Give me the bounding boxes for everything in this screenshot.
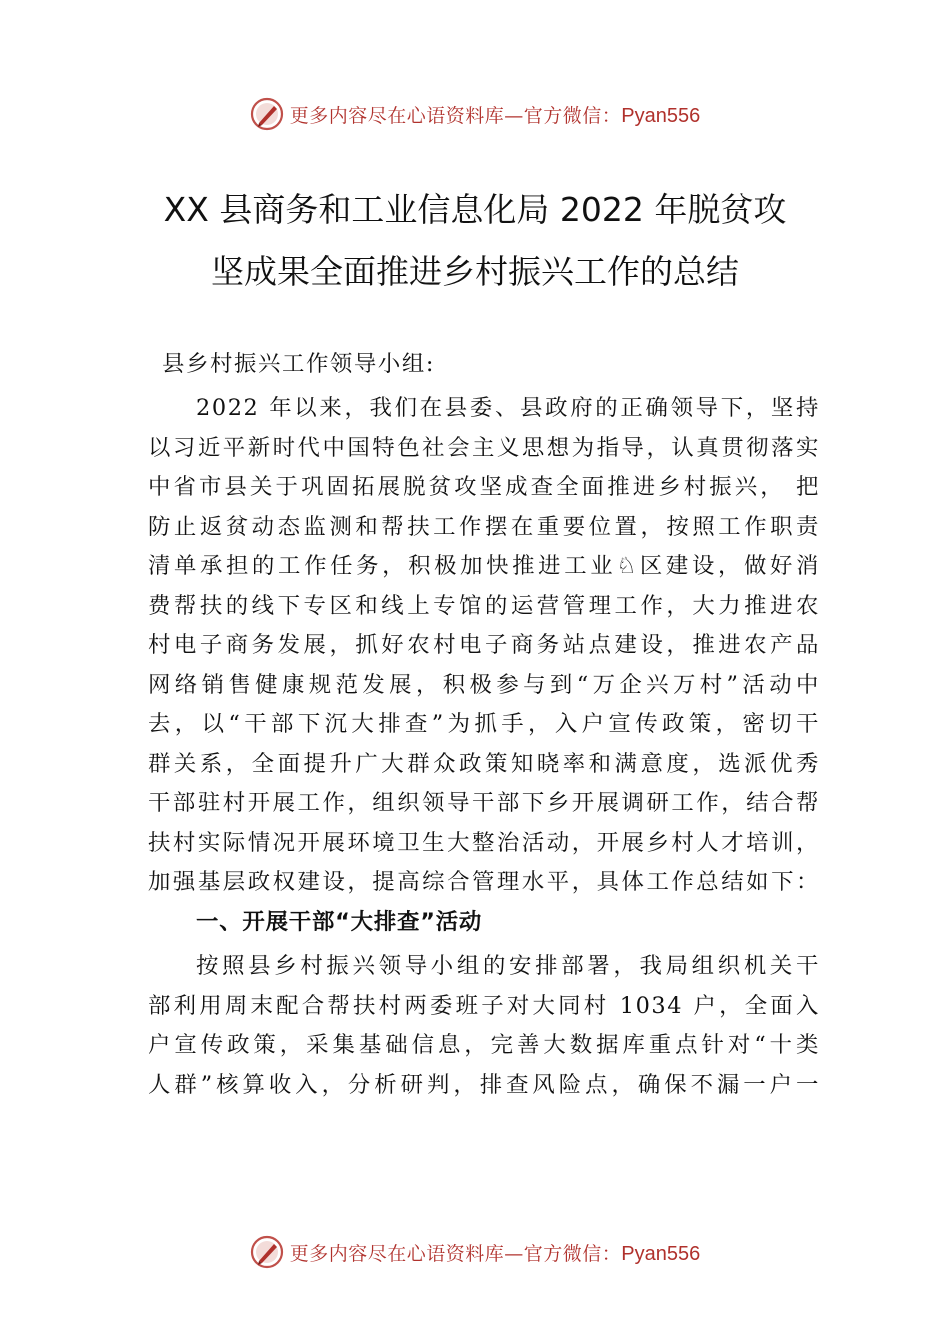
paragraph-2-line: 人群”核算收入，分析研判，排查风险点，确保不漏一户一: [148, 1072, 820, 1098]
paragraph-1-line: 清单承担的工作任务，积极加快推进工业♘区建设，做好消: [148, 553, 820, 579]
paragraph-1-line: 扶村实际情况开展环境卫生大整治活动，开展乡村人才培训，: [148, 830, 820, 856]
paragraph-1-line: 防止返贫动态监测和帮扶工作摆在重要位置，按照工作职责: [148, 514, 820, 540]
paragraph-2-line: 按照县乡村振兴领导小组的安排部署，我局组织机关干: [196, 953, 820, 979]
document-title-line-1: XX 县商务和工业信息化局 2022 年脱贫攻: [163, 190, 787, 229]
paragraph-1-line: 费帮扶的线下专区和线上专馆的运营管理工作，大力推进农: [148, 593, 820, 619]
paragraph-1-line: 加强基层政权建设，提高综合管理水平，具体工作总结如下：: [148, 869, 820, 895]
watermark-text: 更多内容尽在心语资料库—官方微信：Pyan556: [289, 1242, 701, 1265]
watermark-text: 更多内容尽在心语资料库—官方微信：Pyan556: [289, 104, 701, 127]
paragraph-1-line: 2022 年以来，我们在县委、县政府的正确领导下，坚持: [196, 395, 820, 421]
footer-watermark: [0, 1234, 950, 1270]
paragraph-2-line: 部利用周末配合帮扶村两委班子对大同村 1034 户，全面入: [148, 993, 820, 1019]
document-title-line-2: 坚成果全面推进乡村振兴工作的总结: [211, 252, 739, 291]
paragraph-1-line: 去，以“干部下沉大排查”为抓手，入户宣传政策，密切干: [148, 711, 820, 737]
paragraph-1-line: 中省市县关于巩固拓展脱贫攻坚成查全面推进乡村振兴， 把: [148, 474, 820, 500]
paragraph-1-line: 以习近平新时代中国特色社会主义思想为指导，认真贯彻落实: [148, 435, 820, 461]
paragraph-1-line: 网络销售健康规范发展，积极参与到“万企兴万村”活动中: [148, 672, 820, 698]
wechat-id: Pyan556: [621, 104, 701, 127]
paragraph-1-line: 群关系，全面提升广大群众政策知晓率和满意度，选派优秀: [148, 751, 820, 777]
pen-logo-icon: [250, 1235, 284, 1269]
paragraph-1-line: 干部驻村开展工作，组织领导干部下乡开展调研工作，结合帮: [148, 790, 820, 816]
paragraph-1-line: 村电子商务发展，抓好农村电子商务站点建设，推进农产品: [148, 632, 820, 658]
pen-logo-icon: [250, 97, 284, 131]
paragraph-2-line: 户宣传政策，采集基础信息，完善大数据库重点针对“十类: [148, 1032, 820, 1058]
salutation: 县乡村振兴工作领导小组:: [162, 351, 436, 377]
header-watermark: [0, 96, 950, 132]
wechat-id: Pyan556: [621, 1242, 701, 1265]
section-1-heading: 一、开展干部“大排查”活动: [196, 909, 483, 935]
